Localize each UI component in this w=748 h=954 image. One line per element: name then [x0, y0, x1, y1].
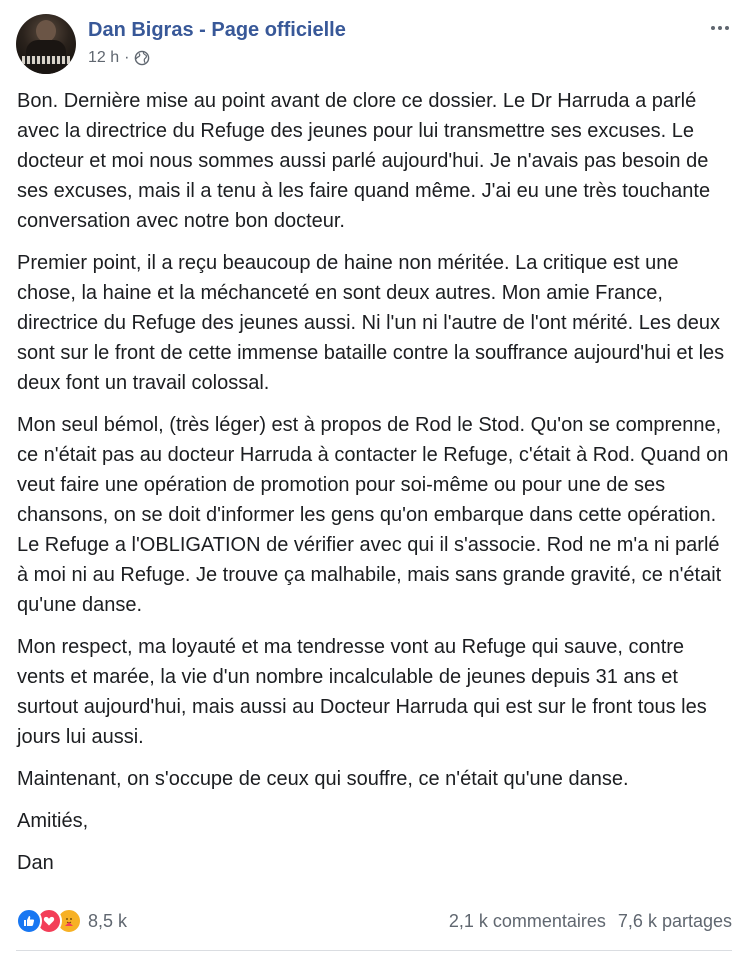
post-meta	[88, 48, 150, 68]
globe-icon	[134, 50, 150, 66]
post-paragraph: Dan	[17, 852, 54, 874]
post-paragraph: Premier point, il a reçu beaucoup de haine non méritée. La critique est une chose, la haine et la méchanceté en sont deux autres. Mon amie France, directrice du Refuge des jeunes aussi. Ni l'un ni l'autre de l'ont mérité. Les deux sont sur le front de cette immense bataille contre la souffrance aujourd'hui et les deux font un travail colossal.	[17, 252, 725, 394]
comments-count-link[interactable]: 2,1 k commentaires	[448, 910, 606, 931]
reactions-summary[interactable]	[16, 908, 127, 934]
author-name[interactable]: Dan Bigras - Page officielle	[88, 19, 346, 41]
post-body	[17, 86, 733, 890]
shares-count-link[interactable]: 7,6 k partages	[617, 910, 732, 931]
more-options-icon[interactable]	[708, 16, 732, 40]
like-icon	[16, 908, 42, 934]
post-paragraph: Maintenant, on s'occupe de ceux qui souffre, ce n'était qu'une danse.	[17, 768, 629, 790]
post-time[interactable]: 12 h	[88, 49, 120, 66]
meta-separator: ·	[124, 49, 130, 66]
post-stats	[449, 911, 732, 932]
reaction-count: 8,5 k	[88, 910, 128, 931]
post-paragraph: Mon respect, ma loyauté et ma tendresse vont au Refuge qui sauve, contre vents et marée, la vie d'un nombre incalculable de jeunes depuis 31 ans et surtout aujourd'hui, mais aussi au Docteur Harruda qui est sur le front tous les jours lui aussi.	[17, 636, 707, 748]
post-header	[16, 14, 732, 74]
post-paragraph: Mon seul bémol, (très léger) est à propos de Rod le Stod. Qu'on se comprenne, ce n'était pas au docteur Harruda à contacter le Refuge, c'était à Rod. Quand on veut faire une opération de promotion pour soi-même ou pour une de ses chansons, on se doit d'informer les gens qu'on embarque dans cette opération. Le Refuge a l'OBLIGATION de vérifier avec qui il s'associe. Rod ne m'a ni parlé à moi ni au Refuge. Je trouve ça malhabile, mais sans grande gravité, ce n'était qu'une danse.	[17, 414, 729, 616]
footer-divider	[16, 950, 732, 951]
post-paragraph: Amitiés,	[17, 810, 89, 832]
post-paragraph: Bon. Dernière mise au point avant de clore ce dossier. Le Dr Harruda a parlé avec la directrice du Refuge des jeunes pour lui transmettre ses excuses. Le docteur et moi nous sommes aussi parlé aujourd'hui. Je n'avais pas besoin de ses excuses, mais il a tenu à les faire quand même. J'ai eu une très touchante conversation avec notre bon docteur.	[17, 90, 711, 232]
post-footer	[16, 906, 732, 936]
avatar[interactable]	[16, 14, 76, 74]
